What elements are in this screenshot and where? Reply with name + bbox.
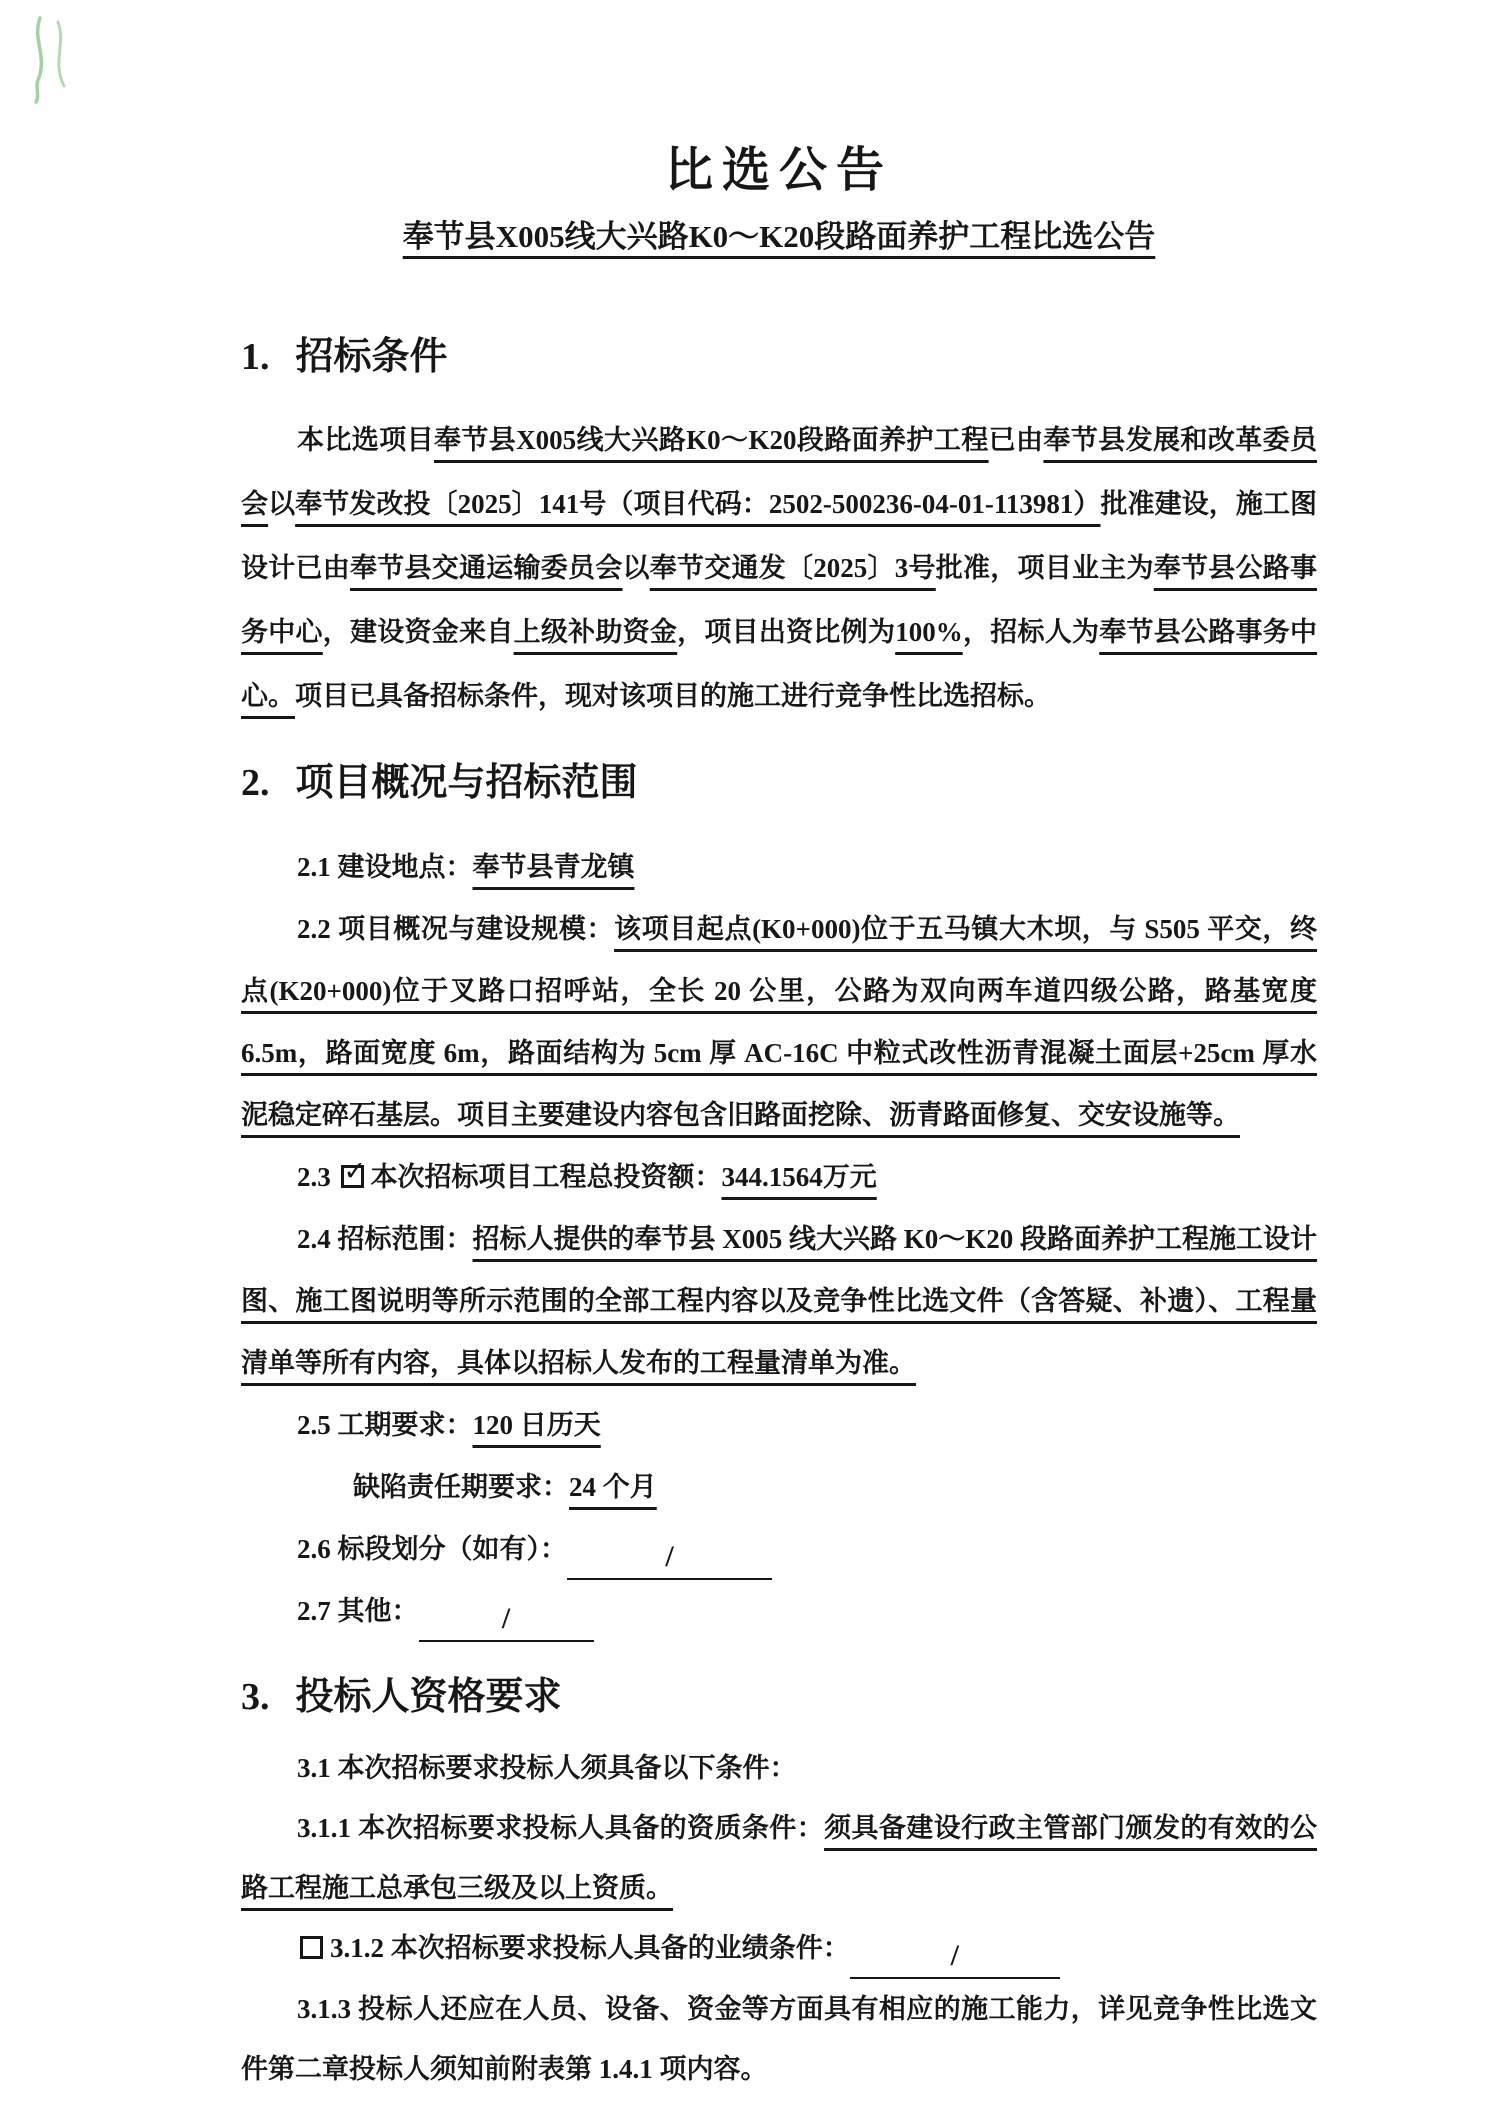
page-subtitle [241,214,1317,260]
item-3-1-2 [241,1918,1317,1979]
item-2-4 [241,1208,1317,1394]
item-3-1-1 [241,1798,1317,1918]
underlined-text: 344.1564万元 [721,1162,877,1192]
section-1 [241,332,1317,728]
underlined-text: 奉节县交通运输委员会 [350,553,623,583]
item-3-1 [241,1738,1317,1798]
text-run: 2.2 项目概况与建设规模： [297,914,615,944]
checkbox-checked-icon [341,1156,367,1188]
text-run: 3.1 本次招标要求投标人须具备以下条件： [297,1753,797,1783]
text-run: 2.6 标段划分（如有）： [297,1534,567,1564]
text-run: 本比选项目 [297,425,434,455]
text-run: 2.4 招标范围： [297,1224,473,1254]
text-run: 2.7 其他： [297,1596,419,1626]
text-run: 2.1 建设地点： [297,852,473,882]
text-run: 3.1.1 本次招标要求投标人具备的资质条件： [297,1813,825,1843]
underlined-text: 奉节县发展和改革委员会 [241,425,1317,519]
page-subtitle-text: 奉节县X005线大兴路K0～K20段路面养护工程比选公告 [402,219,1156,254]
underlined-text: 奉节发改投〔2025〕141号（项目代码：2502-500236-04-01-113981） [295,489,1101,519]
item-2-5 [241,1394,1317,1456]
blank-slash-field: / [419,1596,594,1642]
item-defect-liability-period [241,1456,1317,1518]
text-run: ，项目出资比例为 [677,617,896,647]
section-number: 2. [241,762,270,804]
item-2-2 [241,898,1317,1146]
underlined-text: 务中心 [241,617,323,647]
underlined-text: 奉节交通发〔2025〕3号 [649,553,936,583]
checkbox-unchecked-icon [300,1936,323,1959]
item-2-3 [241,1146,1317,1208]
underlined-text: 120 日历天 [472,1410,601,1440]
underlined-text: 奉节县X005线大兴路K0～K20段路面养护工程 [433,425,989,455]
text-run: 缺陷责任期要求： [353,1472,569,1502]
text-run: 本次招标项目工程总投资额： [370,1162,722,1192]
underlined-text: 该项目起点(K0+000)位于五马镇大木坝，与 S505 平交，终点(K20+000)位于叉路口招呼站，全长 20 公里，公路为双向两车道四级公路，路基宽度 6.5m，路面宽度 6m，路面结构为 5cm 厚 AC-16C 中粒式改性沥青混凝土面层+25cm 厚水泥稳定碎石基层。项目主要建设内容包含旧路面挖除、沥青路面修复、交安设施等。 [241,914,1318,1130]
document-body [241,332,1317,2099]
section-heading [241,758,1317,808]
section-2 [241,758,1317,1642]
item-2-1 [241,836,1317,898]
underlined-text: 须具备建设行政主管部门颁发的有效的公路工程施工总承包三级及以上资质。 [241,1813,1317,1903]
text-run: 2.5 工期要求： [297,1410,473,1440]
underlined-text: 奉节县公路事 [1153,553,1317,583]
blank-slash-field: / [567,1534,772,1580]
text-run: 2.3 [297,1162,338,1192]
item-2-7 [241,1580,1317,1642]
underlined-text: 上级补助资金 [513,617,678,647]
underlined-text: 奉节县公路事务中心。 [241,617,1318,711]
section-number: 1. [241,336,270,378]
underlined-text: 奉节县青龙镇 [472,852,635,882]
underlined-text: 100% [895,617,963,647]
section-heading [241,1672,1317,1722]
section-heading-label: 项目概况与招标范围 [295,762,638,804]
text-run: 项目已具备招标条件，现对该项目的施工进行竞争性比选招标。 [295,681,1051,711]
text-run: 3.1.2 本次招标要求投标人具备的业绩条件： [330,1933,850,1963]
item-3-1-3 [241,1979,1317,2099]
section-heading [241,332,1317,382]
section-heading-label: 招标条件 [295,336,448,378]
section-number: 3. [241,1676,270,1718]
text-run: 批准，项目业主为 [935,553,1154,583]
blank-slash-field: / [850,1933,1060,1979]
text-run: 已由 [988,425,1044,455]
text-run: 以 [268,489,296,519]
text-run: 以 [622,553,650,583]
item-2-6 [241,1518,1317,1580]
scan-mark-green [22,6,92,116]
text-run: ，招标人为 [962,617,1100,647]
section-heading-label: 投标人资格要求 [295,1676,562,1718]
underlined-text: 24 个月 [569,1472,657,1502]
text-run: ，建设资金来自 [322,617,514,647]
text-run: 3.1.3 投标人还应在人员、设备、资金等方面具有相应的施工能力，详见竞争性比选文件第二章投标人须知前附表第 1.4.1 项内容。 [241,1994,1317,2084]
page-title: 比选公告 [664,144,893,197]
text-run: 批准建设，施工图设计已由 [241,489,1318,583]
section-3 [241,1672,1317,2099]
document-page [241,140,1317,2099]
underlined-text: 招标人提供的奉节县 X005 线大兴路 K0～K20 段路面养护工程施工设计图、施工图说明等所示范围的全部工程内容以及竞争性比选文件（含答疑、补遗）、工程量清单等所有内容，具体以招标人发布的工程量清单为准。 [241,1224,1318,1378]
paragraph-bid-conditions [241,408,1317,728]
check-glyph: ✓ [343,1156,367,1187]
